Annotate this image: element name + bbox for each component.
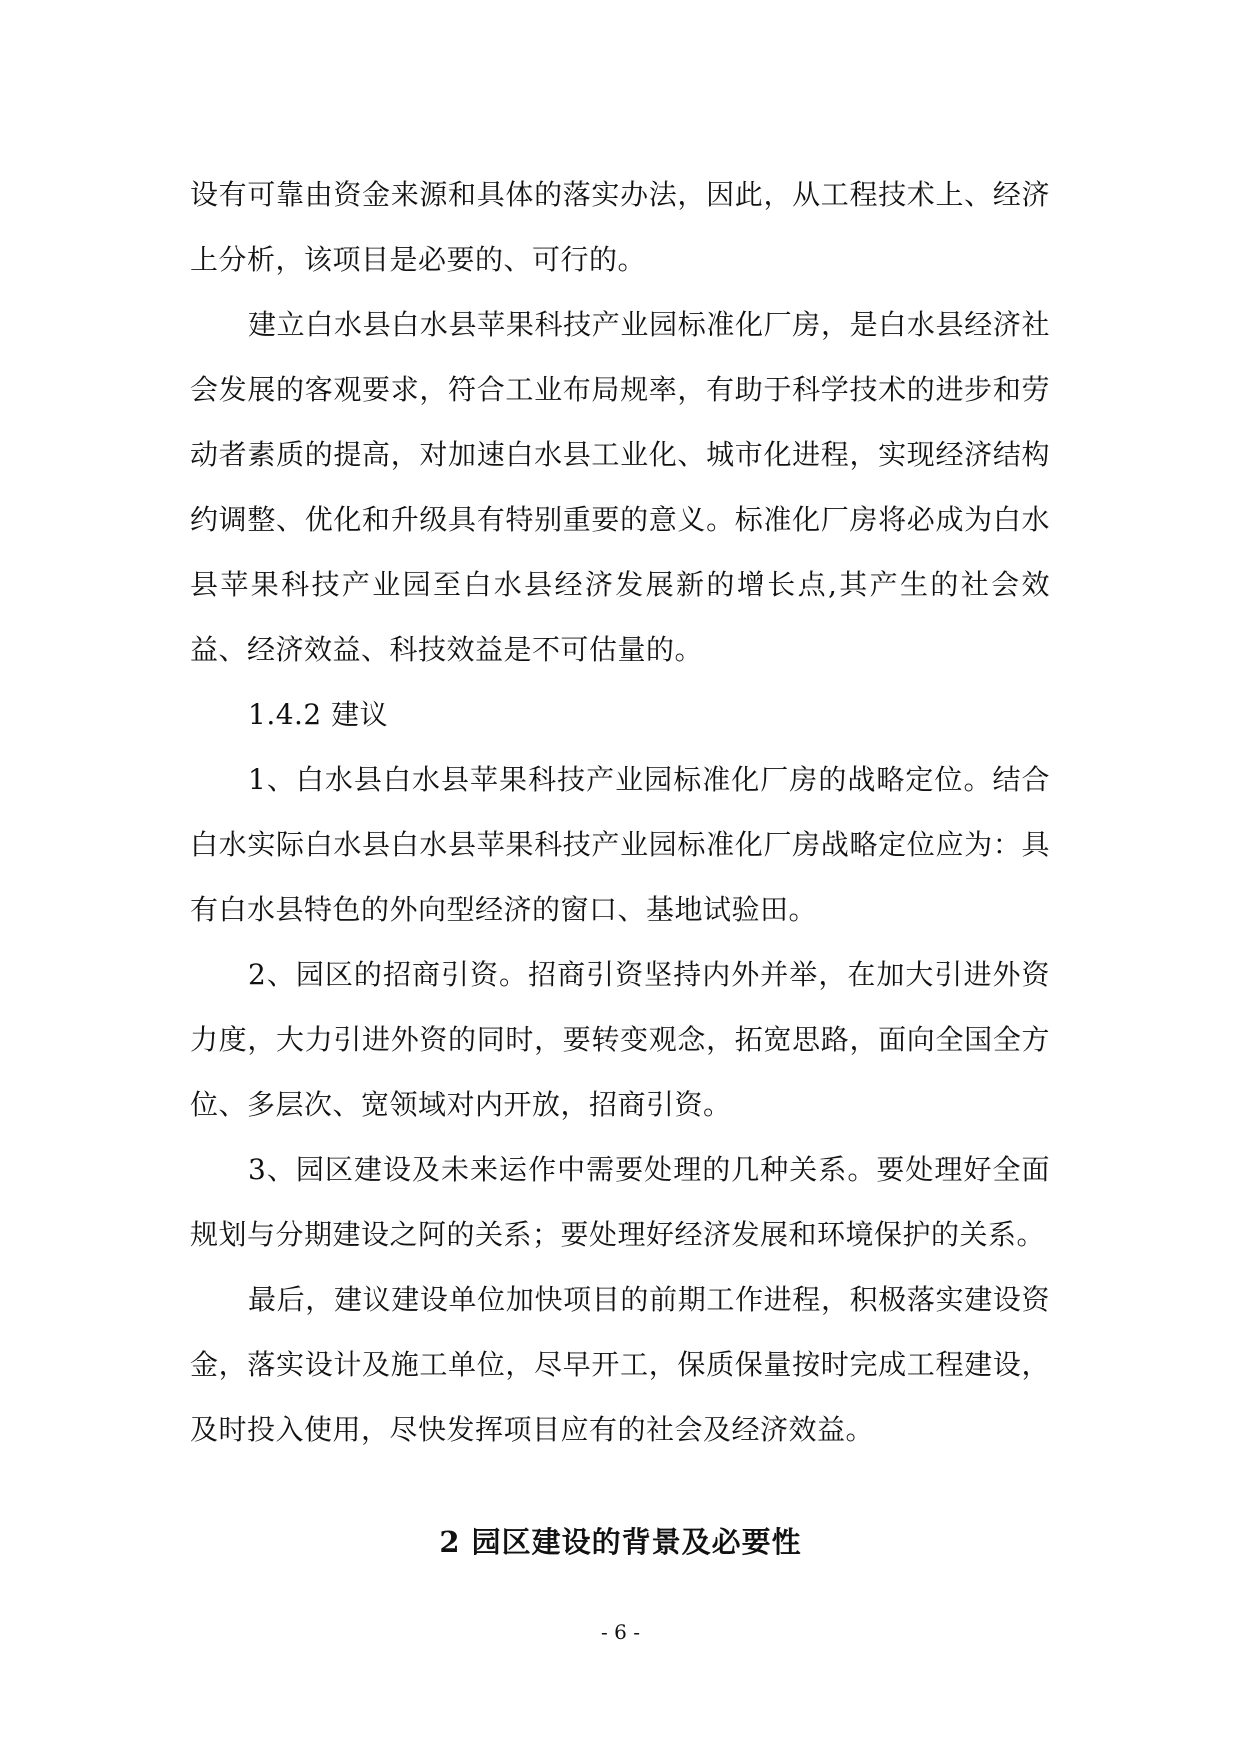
section-heading: 2 园区建设的背景及必要性 [439,1525,802,1559]
paragraph-recommendation-2: 2、园区的招商引资。招商引资坚持内外并举，在加大引进外资力度，大力引进外资的同时，要转变观念，拓宽思路，面向全国全方位、多层次、宽领域对内开放，招商引资。 [190,958,1050,1121]
paragraph-conclusion-continued: 设有可靠由资金来源和具体的落实办法，因此，从工程技术上、经济上分析，该项目是必要的、可行的。 [190,178,1050,276]
subsection-heading-recommendations: 1.4.2 建议 [248,698,389,731]
paragraph-recommendation-1: 1、白水县白水县苹果科技产业园标准化厂房的战略定位。结合白水实际白水县白水县苹果科技产业园标准化厂房战略定位应为：具有白水县特色的外向型经济的窗口、基地试验田。 [190,763,1050,926]
paragraph-final-recommendation: 最后，建议建设单位加快项目的前期工作进程，积极落实建设资金，落实设计及施工单位，尽早开工，保质保量按时完成工程建设，及时投入使用，尽快发挥项目应有的社会及经济效益。 [190,1283,1050,1446]
paragraph-significance: 建立白水县白水县苹果科技产业园标准化厂房，是白水县经济社会发展的客观要求，符合工业布局规率，有助于科学技术的进步和劳动者素质的提高，对加速白水县工业化、城市化进程，实现经济结构约调整、优化和升级具有特别重要的意义。标准化厂房将必成为白水县苹果科技产业园至白水县经济发展新的增长点,其产生的社会效益、经济效益、科技效益是不可估量的。 [190,308,1050,666]
paragraph-recommendation-3: 3、园区建设及未来运作中需要处理的几种关系。要处理好全面规划与分期建设之阿的关系；要处理好经济发展和环境保护的关系。 [190,1153,1050,1251]
page-number: - 6 - [601,1620,640,1644]
